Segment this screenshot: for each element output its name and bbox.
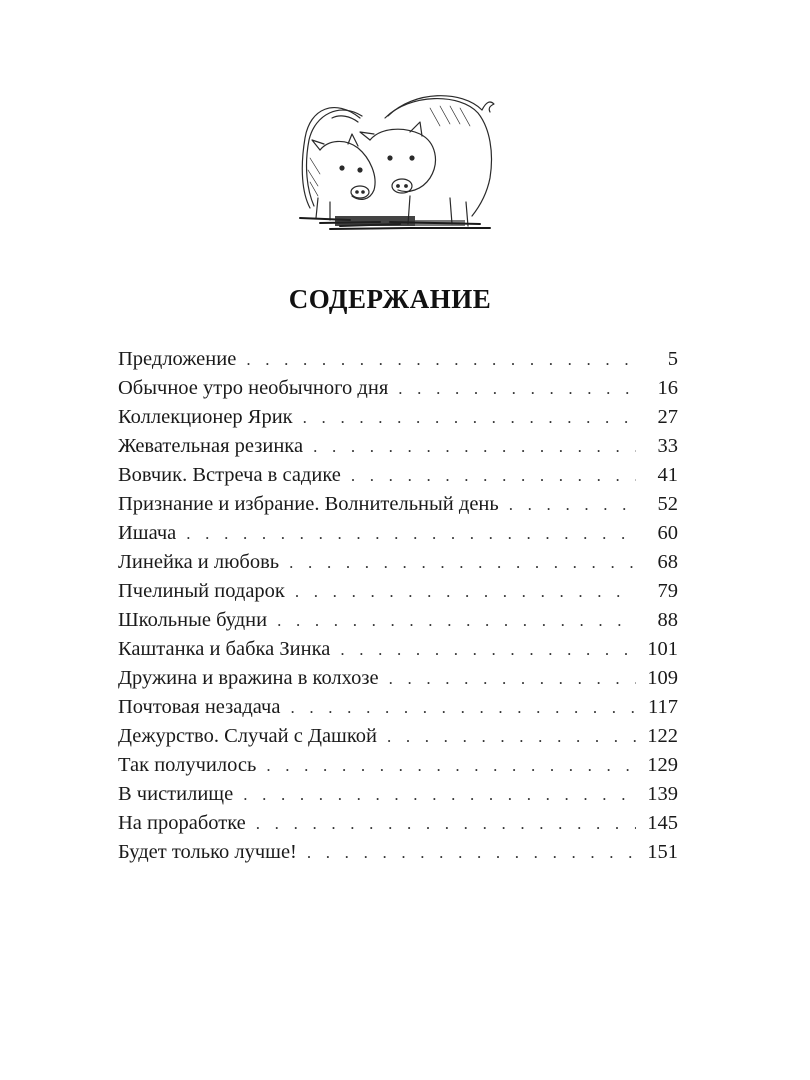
toc-entry-page: 68	[657, 551, 678, 573]
toc-entry-page: 27	[657, 406, 678, 428]
toc-entry-page: 79	[657, 580, 678, 602]
toc-entry-page: 122	[647, 725, 678, 747]
toc-entry-page: 101	[647, 638, 678, 660]
toc-entry-title: В чистилище	[118, 783, 234, 805]
toc-entry-title: Каштанка и бабка Зинка	[118, 638, 331, 660]
toc-entry-page: 139	[647, 783, 678, 805]
toc-entry[interactable]	[118, 577, 678, 606]
toc-entry-title: На проработке	[118, 812, 246, 834]
toc-entry-page: 109	[647, 667, 678, 689]
toc-entry[interactable]	[118, 606, 678, 635]
toc-entry-page: 16	[657, 377, 678, 399]
toc-leader-dots	[313, 432, 636, 461]
toc-entry-page: 60	[657, 522, 678, 544]
toc-leader-dots	[389, 664, 636, 693]
toc-entry[interactable]	[118, 461, 678, 490]
toc-entry-page: 151	[647, 841, 678, 863]
toc-entry[interactable]	[118, 664, 678, 693]
toc-entry-page: 52	[657, 493, 678, 515]
toc-entry[interactable]	[118, 635, 678, 664]
toc-entry[interactable]	[118, 693, 678, 722]
toc-leader-dots	[290, 693, 636, 722]
toc-leader-dots	[351, 461, 636, 490]
toc-entry-page: 33	[657, 435, 678, 457]
toc-entry-title: Ишача	[118, 522, 177, 544]
toc-entry[interactable]	[118, 780, 678, 809]
toc-entry-title: Линейка и любовь	[118, 551, 280, 573]
toc-entry-title: Почтовая незадача	[118, 696, 281, 718]
toc-entry-title: Дружина и вражина в колхозе	[118, 667, 379, 689]
toc-entry[interactable]	[118, 838, 678, 867]
toc-entry-title: Предложение	[118, 348, 237, 370]
toc-entry-title: Коллекционер Ярик	[118, 406, 293, 428]
toc-leader-dots	[256, 809, 636, 838]
toc-entry[interactable]	[118, 751, 678, 780]
toc-leader-dots	[243, 780, 636, 809]
toc-entry-title: Пчелиный подарок	[118, 580, 285, 602]
toc-entry-page: 129	[647, 754, 678, 776]
two-pigs-sketch-icon	[290, 78, 510, 248]
toc-entry[interactable]	[118, 490, 678, 519]
toc-entry[interactable]	[118, 519, 678, 548]
toc-leader-dots	[387, 722, 636, 751]
toc-entry-page: 41	[657, 464, 678, 486]
toc-entry-title: Жевательная резинка	[118, 435, 304, 457]
toc-entry-title: Школьные будни	[118, 609, 268, 631]
toc-leader-dots	[186, 519, 636, 548]
toc-leader-dots	[289, 548, 636, 577]
toc-entry[interactable]	[118, 345, 678, 374]
toc-leader-dots	[340, 635, 636, 664]
toc-entry-page: 117	[648, 696, 678, 718]
page-title: СОДЕРЖАНИЕ	[288, 284, 492, 314]
toc-entry-title: Вовчик. Встреча в садике	[118, 464, 341, 486]
toc-entry-title: Обычное утро необычного дня	[118, 377, 389, 399]
toc-entry[interactable]	[118, 432, 678, 461]
toc-entry-page: 145	[647, 812, 678, 834]
toc-entry-title: Будет только лучше!	[118, 841, 297, 863]
toc-leader-dots	[246, 345, 636, 374]
toc-entry-title: Дежурство. Случай с Дашкой	[118, 725, 377, 747]
toc-entry[interactable]	[118, 809, 678, 838]
toc-entry-title: Так получилось	[118, 754, 257, 776]
toc-entry[interactable]	[118, 374, 678, 403]
table-of-contents	[118, 345, 678, 867]
toc-leader-dots	[509, 490, 636, 519]
toc-leader-dots	[303, 403, 636, 432]
toc-leader-dots	[266, 751, 636, 780]
toc-entry-page: 5	[667, 348, 678, 370]
toc-leader-dots	[277, 606, 636, 635]
toc-entry[interactable]	[118, 722, 678, 751]
toc-entry[interactable]	[118, 548, 678, 577]
toc-entry[interactable]	[118, 403, 678, 432]
toc-entry-page: 88	[657, 609, 678, 631]
toc-entry-title: Признание и избрание. Волнительный день	[118, 493, 499, 515]
toc-leader-dots	[398, 374, 636, 403]
toc-leader-dots	[307, 838, 636, 867]
toc-leader-dots	[295, 577, 636, 606]
